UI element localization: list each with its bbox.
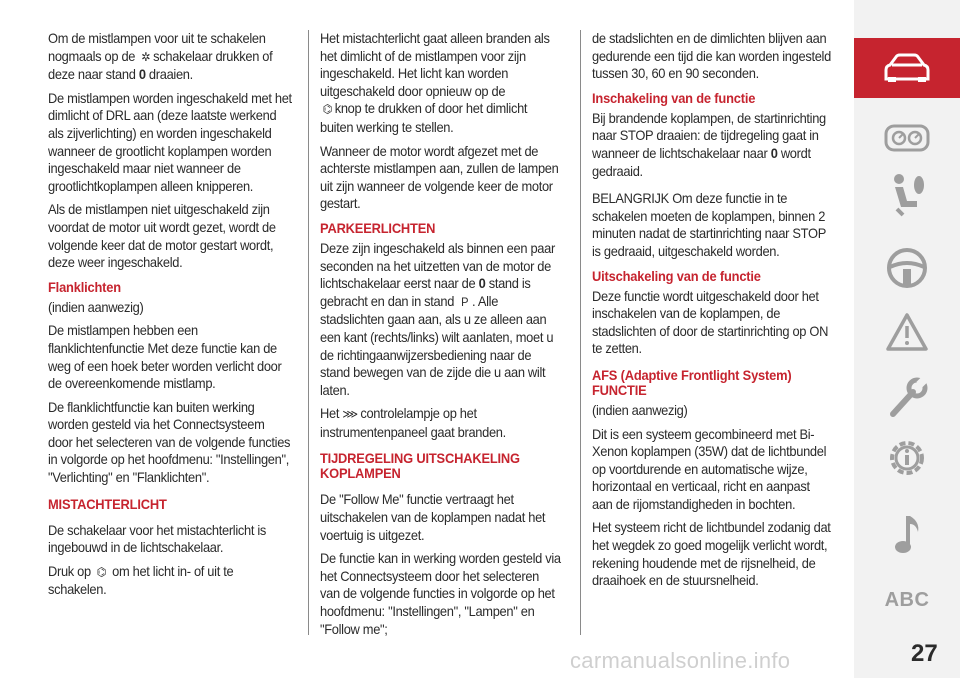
sidebar-item-index[interactable] [854, 570, 960, 630]
paragraph: De mistlampen hebben een flanklichtenfunctie Met deze functie kan de weg of een hoek beter worden verlicht door de overeenkomende mistlamp. [48, 322, 282, 392]
paragraph [592, 110, 832, 180]
heading-parkeerlichten: PARKEERLICHTEN [320, 219, 436, 236]
wrench-icon [885, 376, 929, 420]
paragraph: Als de mistlampen niet uitgeschakeld zijn voordat de motor uit wordt gezet, wordt de volgende keer dat de motor gestart wordt, deze weer ingeschakeld. [48, 201, 276, 271]
text: wordt gedraaid. [592, 144, 811, 179]
paragraph: De flanklichtfunctie kan buiten werking worden gesteld via het Connectsysteem door het selecteren van de volgende functies in volgorde op het hoofdmenu: "Instellingen", "Verlichting" en "Flanklichten". [48, 398, 291, 486]
rear-fog-lamp-icon: ⌬ [96, 564, 107, 579]
chapter-sidebar [854, 0, 960, 678]
paragraph: de stadslichten en de dimlichten blijven aan gedurende een tijd die kan worden ingesteld tussen 30, 60 en 90 seconden. [592, 30, 831, 82]
column-1 [48, 30, 292, 605]
paragraph [320, 240, 562, 399]
heading-uitschakeling: Uitschakeling van de functie [592, 267, 761, 284]
text: Bij brandende koplampen, de startinrichting naar STOP draaien: de tijdregeling gaat in wanneer de lichtschakelaar naar [592, 109, 826, 161]
sidebar-item-multimedia[interactable] [854, 504, 960, 564]
heading-tijdregeling: TIJDREGELING UITSCHAKELING KOPLAMPEN [320, 450, 520, 482]
text: Het [320, 405, 340, 422]
heading-inschakeling: Inschakeling van de functie [592, 89, 756, 106]
warning-triangle-icon [885, 312, 929, 352]
music-note-icon [892, 512, 922, 556]
paragraph [48, 30, 292, 84]
text: knop te drukken of door het dimlicht buiten werking te stellen. [320, 100, 528, 135]
text: . Alle stadslichten gaan aan, als u ze alleen aan een kant (rechts/links) wilt aanlaten, moet u de richtingaanwijzersbediening naar de stand bewegen van de zijde die u aan wilt laten. [320, 292, 554, 398]
paragraph [320, 405, 562, 441]
rear-fog-lamp-icon: ⌬ [322, 102, 333, 117]
text: schakelaar drukken of deze naar stand [48, 47, 273, 83]
text: controlelampje op het instrumentenpaneel gaat branden. [320, 405, 506, 440]
paragraph: Deze functie wordt uitgeschakeld door het inschakelen van de koplampen, de stadslichten of door de startinrichting op ON te zetten. [592, 287, 829, 357]
sidebar-item-emergency[interactable] [854, 302, 960, 362]
heading-afs: AFS (Adaptive Frontlight System) FUNCTIE [592, 366, 792, 398]
position-zero: 0 [478, 275, 486, 292]
sidebar-item-dashboard[interactable] [854, 108, 960, 168]
gear-info-icon [885, 436, 929, 480]
column-divider [580, 30, 581, 635]
car-icon [884, 53, 930, 83]
paragraph: De mistlampen worden ingeschakeld met het dimlicht of DRL aan (deze laatste werkend als zijverlichting) en worden ingeschakeld wanneer de grootlicht koplampen worden ingeschakeld maar niet wanneer de grootlichtkoplampen alleen knipperen. [48, 89, 292, 194]
paragraph: (indien aanwezig) [48, 298, 144, 315]
front-fog-lamp-icon: ✲ [141, 49, 151, 64]
text: stand is gebracht en dan in stand [320, 275, 531, 309]
paragraph [320, 30, 562, 137]
text: om het licht in- of uit te schakelen. [48, 562, 234, 598]
sidebar-item-safety[interactable] [854, 165, 960, 225]
heading-flanklichten: Flanklichten [48, 278, 121, 295]
text: Om de mistlampen voor uit te schakelen nogmaals op de [48, 30, 266, 64]
paragraph: Wanneer de motor wordt afgezet met de achterste mistlampen aan, zullen de lampen uit zijn wanneer de volgende keer de motor gestart. [320, 142, 559, 212]
paragraph: Dit is een systeem gecombineerd met Bi-Xenon koplampen (35W) dat de lichtbundel op voortdurende en automatische wijze, horizontaal en verticaal, richt en aanpast aan de rijomstandigheden in bochten. [592, 425, 827, 512]
sidebar-item-technical[interactable] [854, 428, 960, 488]
column-divider [308, 30, 309, 635]
paragraph: Het systeem richt de lichtbundel zodanig dat het wegdek zo goed mogelijk verlicht wordt, rekening houdende met de rijsnelheid, de draaihoek en de stuursnelheid. [592, 519, 831, 589]
side-light-indicator-icon: ⋙ [342, 407, 358, 422]
index-abc-label: ABC [884, 588, 930, 611]
sidebar-item-driving[interactable] [854, 238, 960, 298]
page-number: 27 [911, 640, 938, 667]
text: draaien. [148, 66, 193, 83]
watermark: carmanualsonline.info [570, 648, 791, 673]
paragraph [48, 563, 292, 599]
parking-light-icon: P [461, 294, 469, 309]
column-3 [592, 30, 832, 596]
paragraph: De functie kan in werking worden gesteld via het Connectsysteem door het selecteren van de volgende functies in volgorde op het hoofdmenu: "Instellingen", "Lampen" en "Follow me"; [320, 550, 561, 637]
dashboard-gauges-icon [884, 124, 930, 152]
seat-airbag-icon [887, 173, 927, 217]
paragraph: (indien aanwezig) [592, 401, 688, 418]
paragraph: De "Follow Me" functie vertraagt het uitschakelen van de koplampen nadat het voertuig is uitgezet. [320, 491, 546, 543]
position-zero: 0 [138, 66, 146, 83]
text: Druk op [48, 562, 91, 579]
text: Deze zijn ingeschakeld als binnen een paar seconden na het uitzetten van de motor de lichtschakelaar eerst naar de [320, 239, 555, 292]
paragraph: BELANGRIJK Om deze functie in te schakelen moeten de koplampen, binnen 2 minuten nadat de startinrichting naar STOP is gedraaid, uitgeschakeld worden. [592, 190, 826, 259]
column-2 [320, 30, 562, 644]
heading-mistachterlicht: MISTACHTERLICHT [48, 495, 167, 512]
text: Het mistachterlicht gaat alleen branden als het dimlicht of de mistlampen voor zijn ingeschakeld. Het licht kan worden uitgeschakeld door opnieuw op de [320, 30, 550, 99]
position-zero: 0 [770, 144, 778, 161]
sidebar-item-car[interactable] [854, 38, 960, 98]
paragraph: De schakelaar voor het mistachterlicht is ingebouwd in de lichtschakelaar. [48, 521, 267, 556]
sidebar-item-maintenance[interactable] [854, 368, 960, 428]
steering-wheel-icon [886, 247, 928, 289]
